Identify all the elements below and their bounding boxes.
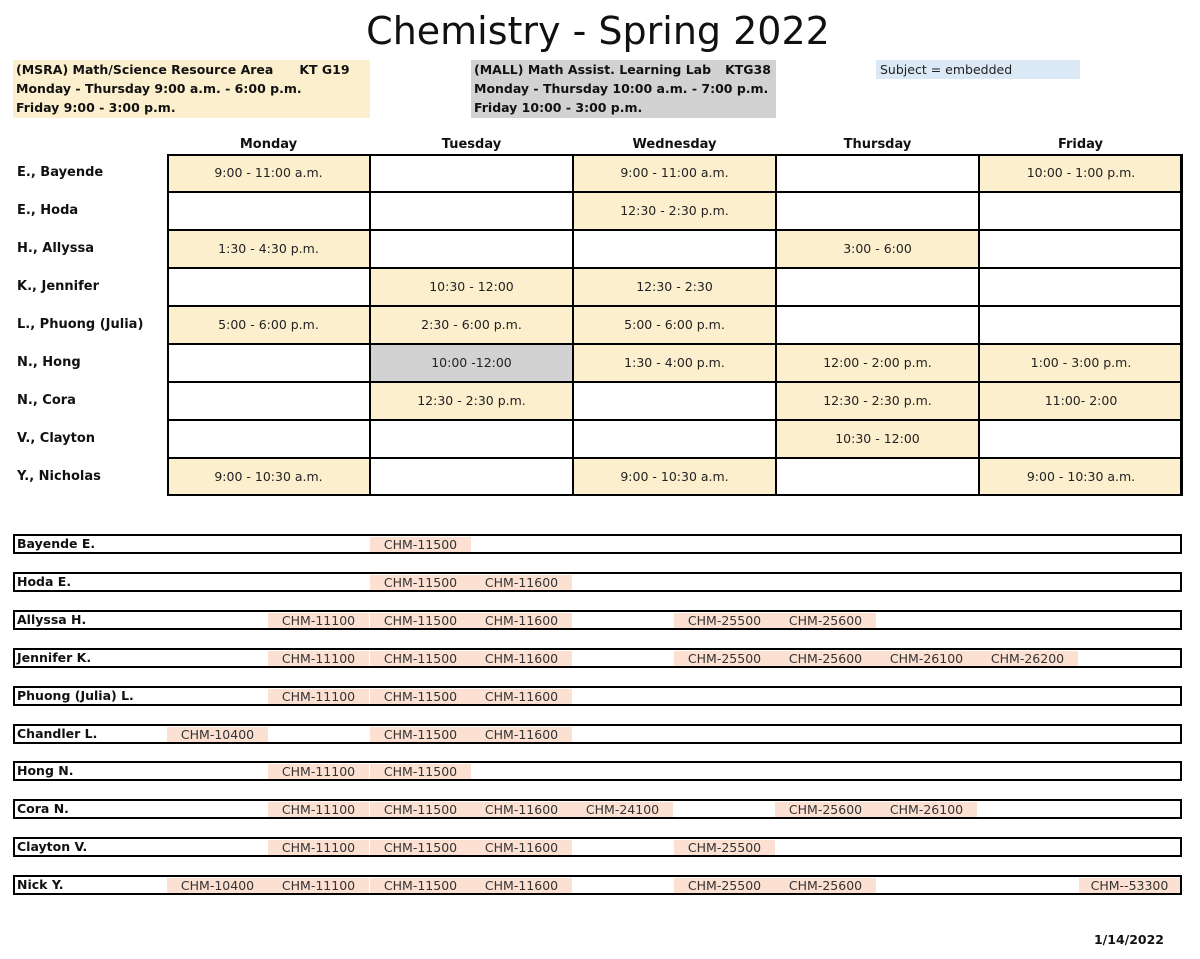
course-code: CHM-11600: [471, 727, 572, 742]
schedule-cell: 12:30 - 2:30 p.m.: [776, 382, 979, 420]
course-row-name: Jennifer K.: [17, 650, 92, 665]
course-code: CHM-26100: [876, 651, 977, 666]
course-row-name: Phuong (Julia) L.: [17, 688, 134, 703]
course-code: CHM-25500: [674, 613, 775, 628]
course-row: [13, 610, 1182, 630]
course-code: CHM-11600: [471, 651, 572, 666]
legend-msra: [13, 60, 370, 118]
schedule-cell: 10:00 -12:00: [370, 344, 573, 382]
course-code: CHM-11100: [268, 689, 369, 704]
course-code: CHM-11100: [268, 764, 369, 779]
legend-mall-hours-weekday: Monday - Thursday 10:00 a.m. - 7:00 p.m.: [474, 81, 769, 96]
course-code: CHM-11500: [370, 764, 471, 779]
page-title: Chemistry - Spring 2022: [366, 9, 830, 53]
course-code: CHM-11500: [370, 689, 471, 704]
course-code: CHM-11500: [370, 651, 471, 666]
course-row: [13, 761, 1182, 781]
course-code: CHM-11500: [370, 840, 471, 855]
course-code: CHM-11600: [471, 878, 572, 893]
tutor-name: V., Clayton: [17, 431, 96, 446]
schedule-grid-frame: [167, 154, 1182, 496]
schedule-cell: 5:00 - 6:00 p.m.: [573, 306, 776, 344]
course-code: CHM-25600: [775, 878, 876, 893]
course-code: CHM-10400: [167, 878, 268, 893]
course-code: CHM-11500: [370, 537, 471, 552]
schedule-cell: 12:30 - 2:30: [573, 268, 776, 306]
course-row-name: Allyssa H.: [17, 612, 87, 627]
schedule-cell: 1:30 - 4:00 p.m.: [573, 344, 776, 382]
course-row-name: Hong N.: [17, 763, 74, 778]
schedule-cell: 9:00 - 11:00 a.m.: [167, 154, 370, 192]
legend-mall-room: KTG38: [725, 62, 771, 77]
course-row: [13, 799, 1182, 819]
course-code: CHM-11100: [268, 840, 369, 855]
course-code: CHM-11600: [471, 802, 572, 817]
schedule-cell: 9:00 - 10:30 a.m.: [167, 458, 370, 496]
schedule-cell: 10:00 - 1:00 p.m.: [979, 154, 1183, 192]
legend-mall: [471, 60, 776, 118]
course-code: CHM-11100: [268, 878, 369, 893]
course-row: [13, 534, 1182, 554]
legend-msra-room: KT G19: [299, 62, 350, 77]
schedule-cell: 11:00- 2:00: [979, 382, 1183, 420]
tutor-name: L., Phuong (Julia): [17, 317, 144, 332]
course-row-name: Hoda E.: [17, 574, 72, 589]
tutor-name: E., Bayende: [17, 165, 104, 180]
course-code: CHM-11500: [370, 575, 471, 590]
course-row-name: Bayende E.: [17, 536, 96, 551]
print-date: 1/14/2022: [1093, 932, 1164, 947]
course-code: CHM-11100: [268, 613, 369, 628]
course-code: CHM-11600: [471, 689, 572, 704]
course-code: CHM-11100: [268, 802, 369, 817]
schedule-cell: 5:00 - 6:00 p.m.: [167, 306, 370, 344]
schedule-cell: 10:30 - 12:00: [370, 268, 573, 306]
day-header-wednesday: Wednesday: [632, 137, 717, 152]
schedule-cell: 12:30 - 2:30 p.m.: [370, 382, 573, 420]
legend-mall-name: (MALL) Math Assist. Learning Lab: [474, 62, 712, 77]
day-header-thursday: Thursday: [843, 137, 912, 152]
course-row: [13, 875, 1182, 895]
legend-msra-name: (MSRA) Math/Science Resource Area: [16, 62, 274, 77]
course-row: [13, 648, 1182, 668]
course-code: CHM-11600: [471, 840, 572, 855]
course-code: CHM-26200: [977, 651, 1078, 666]
course-code: CHM--53300: [1079, 878, 1180, 893]
course-code: CHM-11100: [268, 651, 369, 666]
legend-subject: Subject = embedded: [876, 60, 1080, 79]
schedule-cell: 9:00 - 10:30 a.m.: [979, 458, 1183, 496]
tutor-name: N., Cora: [17, 393, 76, 408]
course-code: CHM-10400: [167, 727, 268, 742]
tutor-name: Y., Nicholas: [17, 469, 101, 484]
day-header-monday: Monday: [239, 137, 298, 152]
legend-mall-hours-friday: Friday 10:00 - 3:00 p.m.: [474, 100, 643, 115]
course-row: [13, 837, 1182, 857]
course-code: CHM-25600: [775, 651, 876, 666]
tutor-name: K., Jennifer: [17, 279, 99, 294]
course-row-name: Cora N.: [17, 801, 69, 816]
course-row: [13, 724, 1182, 744]
legend-msra-hours-weekday: Monday - Thursday 9:00 a.m. - 6:00 p.m.: [16, 81, 302, 96]
course-row-name: Chandler L.: [17, 726, 98, 741]
course-row: [13, 572, 1182, 592]
tutor-name: H., Allyssa: [17, 241, 94, 256]
schedule-cell: 1:00 - 3:00 p.m.: [979, 344, 1183, 382]
course-row-name: Clayton V.: [17, 839, 88, 854]
course-code: CHM-25500: [674, 840, 775, 855]
course-row: [13, 686, 1182, 706]
course-code: CHM-11500: [370, 727, 471, 742]
course-code: CHM-11500: [370, 878, 471, 893]
schedule-cell: 12:00 - 2:00 p.m.: [776, 344, 979, 382]
course-code: CHM-25500: [674, 878, 775, 893]
schedule-cell: 9:00 - 10:30 a.m.: [573, 458, 776, 496]
schedule-cell: 2:30 - 6:00 p.m.: [370, 306, 573, 344]
tutor-name: N., Hong: [17, 355, 81, 370]
tutor-name: E., Hoda: [17, 203, 79, 218]
schedule-cell: 9:00 - 11:00 a.m.: [573, 154, 776, 192]
schedule-cell: 1:30 - 4:30 p.m.: [167, 230, 370, 268]
legend-msra-hours-friday: Friday 9:00 - 3:00 p.m.: [16, 100, 176, 115]
course-code: CHM-26100: [876, 802, 977, 817]
day-header-friday: Friday: [1057, 137, 1104, 152]
course-code: CHM-25600: [775, 613, 876, 628]
course-code: CHM-11500: [370, 802, 471, 817]
course-code: CHM-11600: [471, 613, 572, 628]
course-row-name: Nick Y.: [17, 877, 64, 892]
course-code: CHM-25500: [674, 651, 775, 666]
course-code: CHM-24100: [572, 802, 673, 817]
course-code: CHM-11600: [471, 575, 572, 590]
day-header-tuesday: Tuesday: [441, 137, 502, 152]
course-code: CHM-25600: [775, 802, 876, 817]
course-code: CHM-11500: [370, 613, 471, 628]
schedule-cell: 10:30 - 12:00: [776, 420, 979, 458]
schedule-cell: 12:30 - 2:30 p.m.: [573, 192, 776, 230]
schedule-cell: 3:00 - 6:00: [776, 230, 979, 268]
